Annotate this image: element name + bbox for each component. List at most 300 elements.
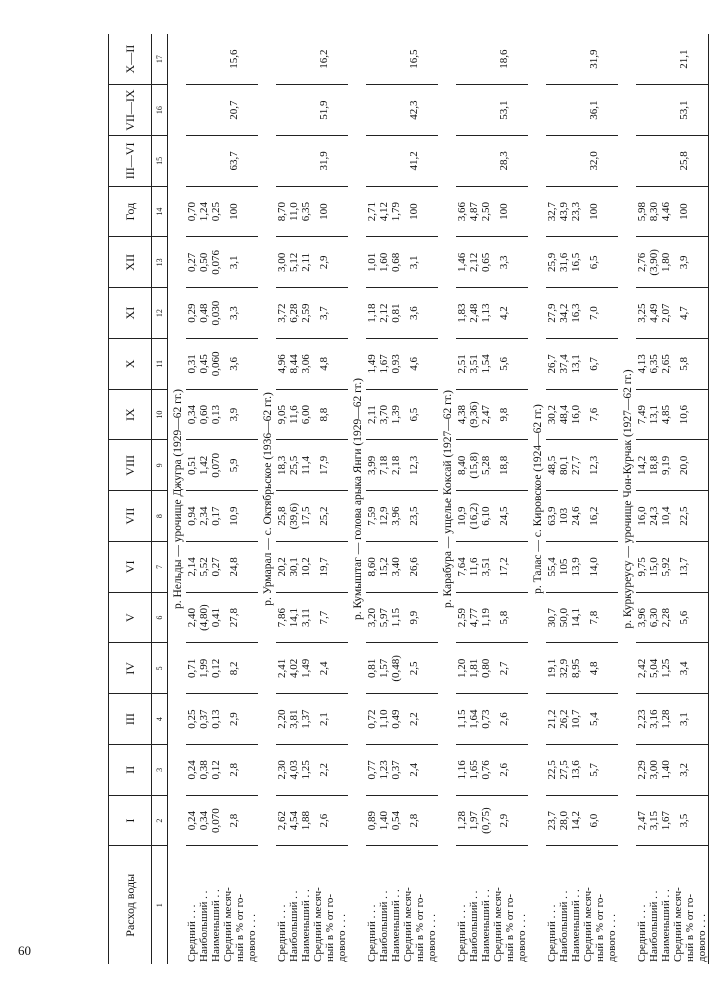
value-pct: 100: [678, 203, 690, 220]
month-cell: [276, 745, 348, 796]
month-cell: [186, 288, 258, 339]
column-header: X—II: [109, 34, 152, 85]
row-label: Средний . . .: [276, 904, 288, 962]
value-pct: 4,8: [588, 661, 600, 676]
month-cell: [546, 745, 618, 796]
value-max: (4,80): [198, 604, 210, 631]
value-min: 1,80: [660, 252, 672, 272]
value-pct: 9,8: [498, 407, 510, 422]
value-pct: 2,8: [228, 813, 240, 828]
value-pct: 100: [408, 203, 420, 220]
row-label: Средний месяч-: [222, 887, 234, 962]
value-max: 1,67: [378, 354, 390, 374]
value-max: (15,8): [468, 452, 480, 479]
month-cell: [456, 389, 528, 440]
section-title: р. Урмарал — с. Октябрьское (1936—62 гг.): [262, 392, 274, 606]
column-header: XII: [109, 237, 152, 288]
value-mean: 0,29: [186, 303, 198, 323]
value-min: 0,76: [480, 760, 492, 780]
value-pct: 5,8: [678, 357, 690, 371]
month-cell: [276, 795, 348, 846]
header-row: [109, 34, 152, 964]
season-cell: [366, 136, 438, 187]
rotated-table-wrapper: [108, 34, 708, 964]
row-label-cell: [366, 846, 438, 964]
column-number: 10: [152, 389, 168, 440]
value-pct: 27,8: [228, 608, 240, 628]
value-min: 3,51: [480, 557, 492, 577]
value-mean: 23,7: [546, 811, 558, 831]
season-cell: [636, 34, 709, 85]
value-min: 6,10: [480, 506, 492, 526]
value-pct: 100: [318, 203, 330, 220]
value-max: 14,1: [288, 608, 300, 628]
section-title-row: [438, 34, 456, 964]
row-label: дового . . .: [246, 914, 258, 962]
section-title-row: [258, 34, 276, 964]
value-mean: 2,47: [636, 811, 648, 831]
value-min: 1,28: [660, 709, 672, 729]
data-row: [456, 34, 528, 964]
value-min: 11,4: [300, 455, 312, 475]
value-min: 3,11: [300, 608, 312, 628]
value-max: 3,00: [648, 760, 660, 780]
row-label: Средний . . .: [636, 904, 648, 962]
value-min: 1,25: [300, 760, 312, 780]
value-max: 15,0: [648, 557, 660, 577]
value-pct: 2,2: [408, 712, 420, 726]
value-max: 0,37: [198, 709, 210, 729]
value-max: 11,6: [288, 405, 300, 425]
value-min: 0,68: [390, 252, 402, 272]
value-mean: 2,51: [456, 354, 468, 374]
value-min: 0,41: [210, 608, 222, 628]
column-number: 5: [152, 643, 168, 694]
value-pct: 2,4: [408, 763, 420, 777]
section-title-row: [168, 34, 187, 964]
value-mean: 0,94: [186, 506, 198, 526]
value-pct: 3,6: [408, 306, 420, 320]
value-min: 1,40: [660, 760, 672, 780]
season-pct: 53,1: [678, 100, 690, 120]
value-max: 5,97: [378, 608, 390, 628]
column-number: 12: [152, 288, 168, 339]
value-max: 31,6: [558, 252, 570, 272]
value-mean: 2,42: [636, 658, 648, 678]
value-mean: 30,2: [546, 405, 558, 425]
value-mean: 21,2: [546, 709, 558, 729]
month-cell: [456, 542, 528, 593]
column-number: 3: [152, 745, 168, 796]
row-label: Средний месяч-: [312, 887, 324, 962]
month-cell: [366, 491, 438, 542]
value-min: 3,96: [390, 506, 402, 526]
value-pct: 6,5: [588, 255, 600, 270]
row-label: дового . . .: [336, 914, 348, 962]
value-max: 0,45: [198, 354, 210, 374]
value-mean: 22,5: [546, 760, 558, 780]
value-min: 1,67: [660, 811, 672, 831]
value-max: 7,18: [378, 455, 390, 475]
month-cell: [546, 440, 618, 491]
value-min: 13,9: [570, 557, 582, 577]
value-min: 1,37: [300, 709, 312, 729]
value-mean: 1,16: [456, 760, 468, 780]
value-min: 2,18: [390, 455, 402, 475]
column-number: 8: [152, 491, 168, 542]
season-pct: 31,9: [588, 49, 600, 69]
row-label: ный в % от го-: [414, 893, 426, 962]
value-pct: 3,5: [678, 813, 690, 828]
season-pct: 16,5: [408, 49, 420, 69]
season-cell: [366, 85, 438, 136]
value-mean: 3,25: [636, 303, 648, 323]
month-cell: [546, 643, 618, 694]
column-number: 15: [152, 136, 168, 187]
value-mean: 14,2: [636, 455, 648, 475]
season-pct: 32,0: [588, 151, 600, 171]
value-max: 6,30: [648, 608, 660, 628]
row-label: Средний месяч-: [402, 887, 414, 962]
value-max: 4,87: [468, 202, 480, 222]
month-cell: [546, 491, 618, 542]
value-max: 0,50: [198, 252, 210, 272]
value-pct: 8,2: [228, 661, 240, 676]
value-mean: 1,20: [456, 658, 468, 678]
data-row: [546, 34, 618, 964]
value-min: 16,3: [570, 303, 582, 323]
value-mean: 0,24: [186, 760, 198, 780]
value-pct: 3,1: [228, 255, 240, 270]
season-pct: 25,8: [678, 151, 690, 171]
row-label: дового . . .: [516, 914, 528, 962]
value-pct: 7,8: [588, 610, 600, 625]
value-mean: 3,96: [636, 608, 648, 628]
season-pct: 15,6: [228, 49, 240, 69]
value-pct: 100: [588, 203, 600, 220]
value-min: 3,06: [300, 354, 312, 374]
row-label: Наименьший . .: [660, 889, 672, 962]
value-pct: 19,7: [318, 557, 330, 577]
month-cell: [276, 440, 348, 491]
value-mean: 7,86: [276, 608, 288, 628]
month-cell: [276, 339, 348, 390]
value-min: 0,93: [390, 354, 402, 374]
value-pct: 5,8: [498, 610, 510, 625]
column-header: VIII: [109, 440, 152, 491]
value-max: 3,15: [648, 811, 660, 831]
value-mean: 0,81: [366, 658, 378, 678]
value-min: 8,95: [570, 658, 582, 678]
season-cell: [636, 85, 709, 136]
value-max: 5,52: [198, 557, 210, 577]
value-mean: 0,34: [186, 405, 198, 425]
value-max: 2,12: [468, 252, 480, 272]
month-cell: [636, 440, 709, 491]
season-pct: 18,6: [498, 49, 510, 69]
season-pct: 51,9: [318, 100, 330, 120]
month-cell: [636, 491, 709, 542]
value-max: 3,70: [378, 405, 390, 425]
value-pct: 3,3: [498, 255, 510, 270]
value-min: 13,1: [570, 354, 582, 374]
month-cell: [546, 592, 618, 643]
section-title-row: [348, 34, 366, 964]
value-pct: 17,2: [498, 557, 510, 577]
column-header: VII: [109, 491, 152, 542]
value-mean: 0,71: [186, 658, 198, 678]
value-pct: 5,4: [588, 712, 600, 726]
season-cell: [546, 85, 618, 136]
month-cell: [366, 288, 438, 339]
month-cell: [186, 339, 258, 390]
value-pct: 20,0: [678, 455, 690, 475]
value-mean: 4,13: [636, 354, 648, 374]
value-mean: 2,20: [276, 709, 288, 729]
value-mean: 2,76: [636, 252, 648, 272]
month-cell: [276, 643, 348, 694]
value-pct: 9,9: [408, 610, 420, 625]
value-mean: 2,71: [366, 202, 378, 222]
column-header: Расход воды: [109, 846, 152, 964]
month-cell: [636, 542, 709, 593]
value-mean: 4,38: [456, 405, 468, 425]
value-mean: 0,77: [366, 760, 378, 780]
season-pct: 21,1: [678, 49, 690, 69]
value-mean: 2,14: [186, 557, 198, 577]
value-min: 3,40: [390, 557, 402, 577]
section-title-row: [528, 34, 546, 964]
month-cell: [546, 288, 618, 339]
value-max: 13,1: [648, 405, 660, 425]
row-label: Наименьший . .: [390, 889, 402, 962]
value-pct: 3,1: [408, 255, 420, 270]
value-mean: 8,70: [276, 202, 288, 222]
value-max: 1,57: [378, 658, 390, 678]
value-mean: 0,24: [186, 811, 198, 831]
row-label: Наибольший . .: [288, 890, 300, 962]
row-label: дового . . .: [606, 914, 618, 962]
column-header: II: [109, 745, 152, 796]
value-max: 18,8: [648, 455, 660, 475]
value-mean: 7,64: [456, 557, 468, 577]
row-label: Наибольший . .: [378, 890, 390, 962]
value-mean: 27,9: [546, 303, 558, 323]
section-title: р. Карабура — ущелье Коксай (1927—62 гг.): [442, 390, 454, 608]
value-max: 5,04: [648, 658, 660, 678]
month-cell: [276, 592, 348, 643]
row-label: дового . . .: [696, 914, 708, 962]
value-min: 0,73: [480, 709, 492, 729]
value-max: 1,64: [468, 709, 480, 729]
row-label: Наименьший . .: [300, 889, 312, 962]
value-pct: 6,0: [588, 813, 600, 828]
season-cell: [276, 85, 348, 136]
value-min: 6,35: [300, 202, 312, 222]
value-max: 4,12: [378, 202, 390, 222]
value-max: 4,54: [288, 811, 300, 831]
month-cell: [186, 440, 258, 491]
value-mean: 0,70: [186, 202, 198, 222]
value-min: 17,5: [300, 506, 312, 526]
value-max: 1,24: [198, 202, 210, 222]
row-label: ный в % от го-: [324, 893, 336, 962]
month-cell: [456, 288, 528, 339]
value-min: 0,030: [210, 300, 222, 326]
value-min: 14,2: [570, 811, 582, 831]
value-mean: 0,51: [186, 455, 198, 475]
row-label-cell: [456, 846, 528, 964]
column-number: 7: [152, 542, 168, 593]
value-min: (0,75): [480, 807, 492, 834]
month-cell: [186, 745, 258, 796]
value-mean: 25,8: [276, 506, 288, 526]
season-pct: 20,7: [228, 100, 240, 120]
row-label: Наименьший . .: [480, 889, 492, 962]
value-mean: 9,05: [276, 405, 288, 425]
value-mean: 2,30: [276, 760, 288, 780]
value-mean: 1,49: [366, 354, 378, 374]
month-cell: [186, 389, 258, 440]
value-mean: 0,89: [366, 811, 378, 831]
value-max: 8,30: [648, 202, 660, 222]
value-min: 0,12: [210, 760, 222, 780]
data-row: [276, 34, 348, 964]
value-mean: 3,20: [366, 608, 378, 628]
value-mean: 20,2: [276, 557, 288, 577]
value-max: 37,4: [558, 354, 570, 374]
value-min: 2,11: [300, 252, 312, 272]
value-max: 43,9: [558, 202, 570, 222]
value-min: 2,28: [660, 608, 672, 628]
row-label: ный в % от го-: [684, 893, 696, 962]
value-mean: 10,9: [456, 506, 468, 526]
data-row: [636, 34, 709, 964]
season-cell: [276, 136, 348, 187]
value-min: 0,12: [210, 658, 222, 678]
column-header: I: [109, 795, 152, 846]
season-pct: 16,2: [318, 49, 330, 69]
value-pct: 8,8: [318, 407, 330, 422]
value-min: 0,070: [210, 453, 222, 478]
month-cell: [546, 795, 618, 846]
value-mean: 3,00: [276, 252, 288, 272]
row-label: Наименьший . .: [570, 889, 582, 962]
season-cell: [366, 34, 438, 85]
column-header: VI: [109, 542, 152, 593]
value-pct: 2,7: [498, 661, 510, 676]
month-cell: [456, 795, 528, 846]
value-max: 24,3: [648, 506, 660, 526]
value-min: 14,1: [570, 608, 582, 628]
value-mean: 26,7: [546, 354, 558, 374]
value-pct: 2,9: [498, 813, 510, 828]
data-row: [186, 34, 258, 964]
value-mean: 7,49: [636, 405, 648, 425]
value-mean: 25,9: [546, 252, 558, 272]
row-label: Средний месяч-: [672, 887, 684, 962]
value-min: 4,46: [660, 202, 672, 222]
month-cell: [636, 592, 709, 643]
row-label-cell: [546, 846, 618, 964]
value-pct: 24,5: [498, 506, 510, 526]
value-mean: 8,60: [366, 557, 378, 577]
month-cell: [636, 643, 709, 694]
value-min: 5,28: [480, 455, 492, 475]
value-mean: 48,5: [546, 455, 558, 475]
value-max: 1,97: [468, 811, 480, 831]
value-pct: 22,5: [678, 506, 690, 526]
month-cell: [366, 339, 438, 390]
month-cell: [636, 288, 709, 339]
value-mean: 3,99: [366, 455, 378, 475]
value-mean: 0,27: [186, 252, 198, 272]
column-header: VII—IX: [109, 85, 152, 136]
value-max: 1,60: [378, 252, 390, 272]
value-max: 34,2: [558, 303, 570, 323]
row-label: Средний . . .: [366, 904, 378, 962]
month-cell: [276, 491, 348, 542]
value-mean: 7,59: [366, 506, 378, 526]
value-pct: 14,0: [588, 557, 600, 577]
value-pct: 12,3: [408, 455, 420, 475]
value-min: 1,15: [390, 608, 402, 628]
season-cell: [456, 34, 528, 85]
month-cell: [456, 694, 528, 745]
value-mean: 1,01: [366, 252, 378, 272]
value-min: 1,25: [660, 658, 672, 678]
value-max: 1,65: [468, 760, 480, 780]
value-pct: 12,3: [588, 455, 600, 475]
value-min: 0,070: [210, 808, 222, 833]
value-pct: 3,7: [318, 306, 330, 320]
value-pct: 2,1: [318, 712, 330, 726]
value-min: 13,6: [570, 760, 582, 780]
column-number: 1: [152, 846, 168, 964]
value-max: 4,49: [648, 303, 660, 323]
data-row: [366, 34, 438, 964]
value-max: 1,40: [378, 811, 390, 831]
month-cell: [366, 237, 438, 288]
value-max: 103: [558, 507, 570, 525]
value-max: 6,35: [648, 354, 660, 374]
value-min: 0,81: [390, 303, 402, 323]
month-cell: [456, 339, 528, 390]
value-mean: 2,23: [636, 709, 648, 729]
row-label-cell: [636, 846, 709, 964]
value-max: 6,28: [288, 303, 300, 323]
month-cell: [636, 237, 709, 288]
value-pct: 100: [228, 203, 240, 220]
value-max: 15,2: [378, 557, 390, 577]
column-header: IV: [109, 643, 152, 694]
value-min: 0,060: [210, 351, 222, 377]
value-max: 48,4: [558, 405, 570, 425]
value-mean: 2,59: [456, 608, 468, 628]
row-label: Наибольший . .: [468, 890, 480, 962]
month-cell: [636, 186, 709, 237]
value-min: 0,80: [480, 658, 492, 678]
value-mean: 2,62: [276, 811, 288, 831]
month-cell: [276, 542, 348, 593]
value-min: 2,07: [660, 303, 672, 323]
column-number: 4: [152, 694, 168, 745]
value-max: 28,0: [558, 811, 570, 831]
column-header: V: [109, 592, 152, 643]
value-max: 3,16: [648, 709, 660, 729]
value-pct: 3,2: [678, 763, 690, 777]
value-min: 9,19: [660, 455, 672, 475]
